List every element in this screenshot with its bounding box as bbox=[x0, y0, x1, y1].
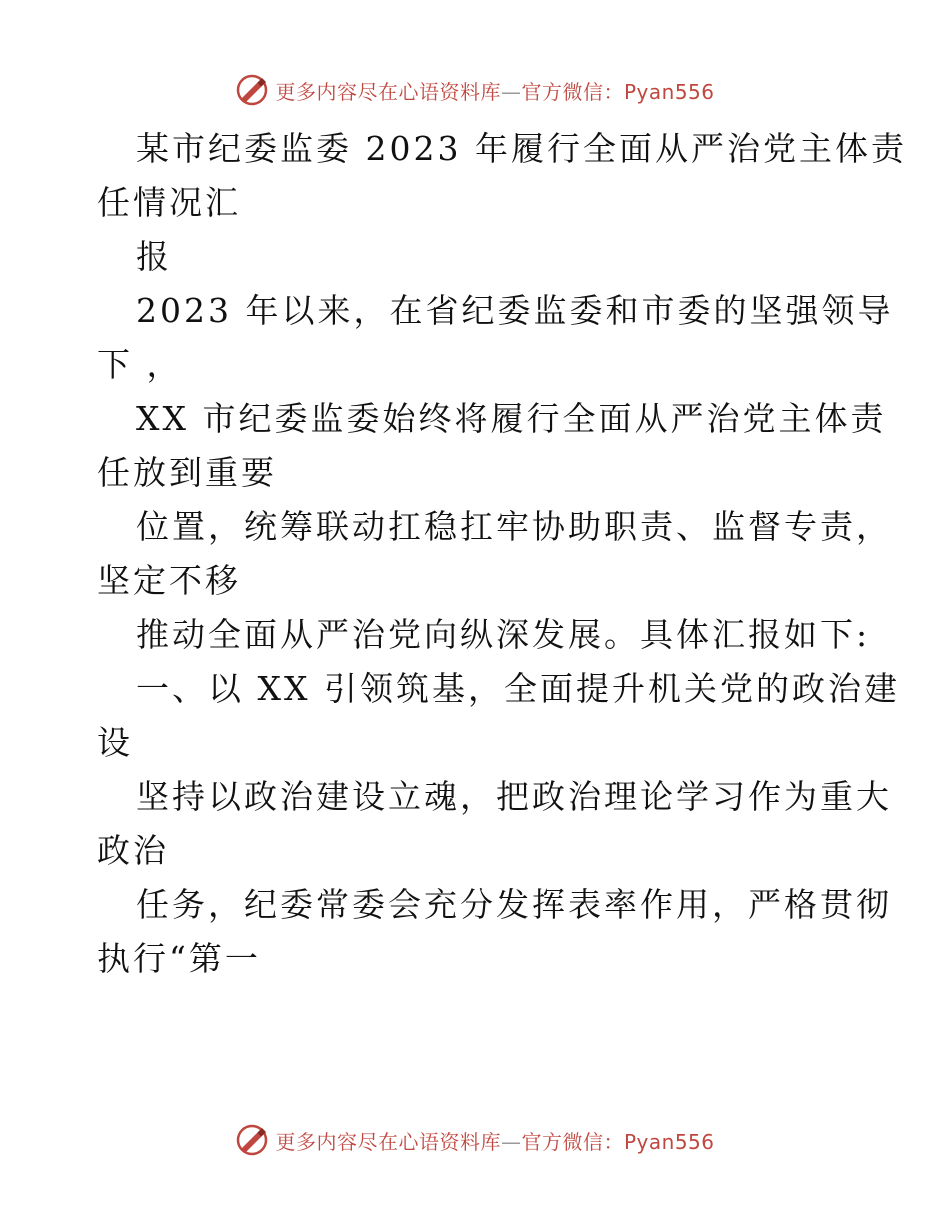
watermark-text: 更多内容尽在心语资料库—官方微信：Pyan556 bbox=[275, 79, 715, 104]
paragraph-line: XX 市纪委监委始终将履行全面从严治党主体责 bbox=[136, 399, 887, 438]
paragraph-line: 推动全面从严治党向纵深发展。具体汇报如下: bbox=[136, 615, 871, 654]
title-line: 任情况汇 bbox=[97, 183, 241, 222]
paragraph-line: 下 ， bbox=[97, 345, 183, 384]
section-heading-line: 设 bbox=[97, 723, 133, 762]
pen-logo-icon bbox=[235, 73, 269, 107]
paragraph-line: 坚持以政治建设立魂，把政治理论学习作为重大 bbox=[136, 777, 892, 816]
pen-logo-icon bbox=[235, 1123, 269, 1157]
title-line: 报 bbox=[136, 237, 172, 276]
watermark-header bbox=[0, 70, 950, 110]
section-heading-line: 一、以 XX 引领筑基，全面提升机关党的政治建 bbox=[136, 669, 900, 708]
paragraph-line: 任放到重要 bbox=[97, 453, 277, 492]
document-body bbox=[97, 122, 907, 986]
watermark-text: 更多内容尽在心语资料库—官方微信：Pyan556 bbox=[275, 1129, 715, 1154]
paragraph-line: 执行“第一 bbox=[97, 939, 261, 978]
paragraph-line: 政治 bbox=[97, 831, 169, 870]
paragraph-line: 位置，统筹联动扛稳扛牢协助职责、监督专责， bbox=[136, 507, 892, 546]
paragraph-line: 2023 年以来，在省纪委监委和市委的坚强领导 bbox=[136, 291, 894, 330]
watermark-footer bbox=[0, 1120, 950, 1160]
paragraph-line: 任务，纪委常委会充分发挥表率作用，严格贯彻 bbox=[136, 885, 892, 924]
paragraph-line: 坚定不移 bbox=[97, 561, 241, 600]
title-line: 某市纪委监委 2023 年履行全面从严治党主体责 bbox=[136, 129, 907, 168]
